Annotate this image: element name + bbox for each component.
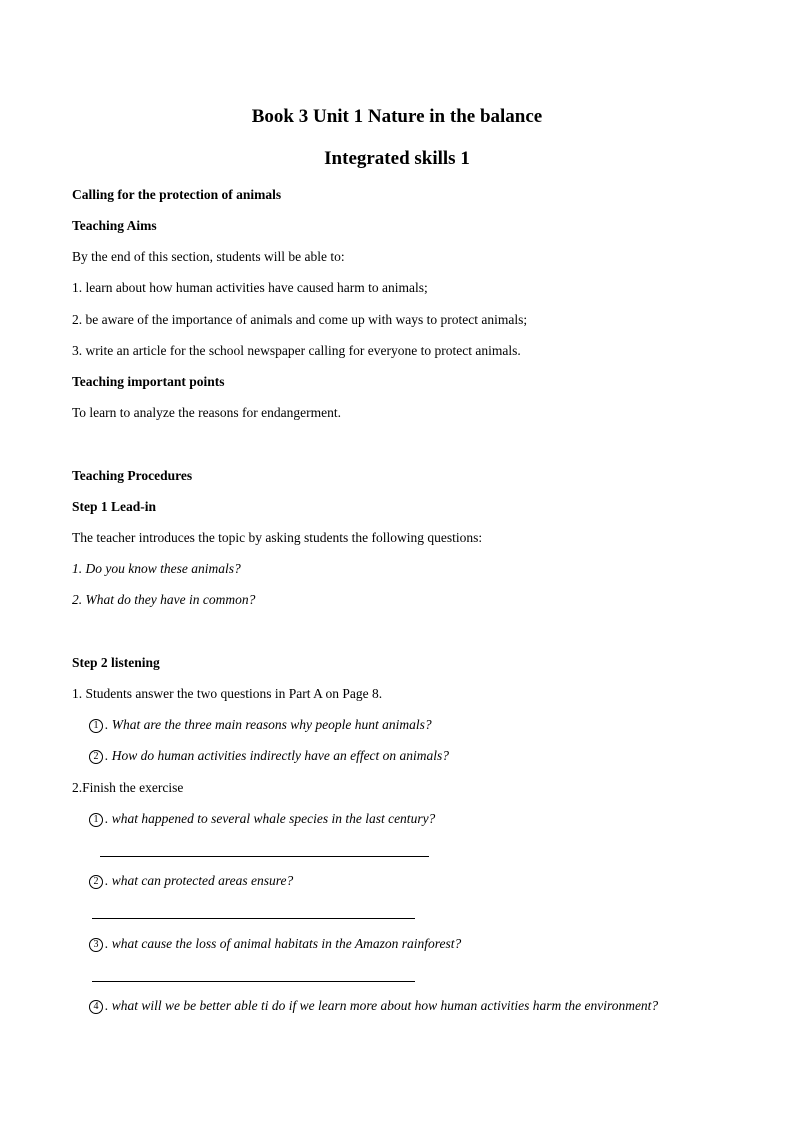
document-subtitle: Integrated skills 1 bbox=[324, 148, 470, 169]
circled-number: 1 bbox=[89, 813, 103, 827]
step1-text: The teacher introduces the topic by asking students the following questions: bbox=[72, 530, 483, 545]
circled-number: 2 bbox=[89, 750, 103, 764]
aims-intro: By the end of this section, students will be able to: bbox=[72, 249, 345, 264]
procedures-heading: Teaching Procedures bbox=[72, 468, 193, 483]
leadin-question: 1. Do you know these animals? bbox=[72, 561, 241, 576]
task1-question bbox=[89, 748, 449, 764]
answer-line bbox=[100, 856, 429, 857]
question-text: . How do human activities indirectly have an effect on animals? bbox=[105, 748, 450, 763]
question-text: . what can protected areas ensure? bbox=[105, 873, 294, 888]
task2-question bbox=[89, 998, 658, 1014]
aim-item: 3. write an article for the school newspaper calling for everyone to protect animals. bbox=[72, 343, 521, 358]
topic-heading: Calling for the protection of animals bbox=[72, 187, 282, 202]
question-text: . What are the three main reasons why people hunt animals? bbox=[105, 717, 432, 732]
aim-item: 1. learn about how human activities have caused harm to animals; bbox=[72, 280, 428, 295]
important-points-heading: Teaching important points bbox=[72, 374, 225, 389]
task2-question bbox=[89, 873, 293, 889]
step1-heading: Step 1 Lead-in bbox=[72, 499, 157, 514]
task1-question bbox=[89, 717, 432, 733]
aims-heading: Teaching Aims bbox=[72, 218, 157, 233]
circled-number: 1 bbox=[89, 719, 103, 733]
question-text: . what happened to several whale species in the last century? bbox=[105, 811, 436, 826]
document-title: Book 3 Unit 1 Nature in the balance bbox=[251, 106, 543, 127]
circled-number: 4 bbox=[89, 1000, 103, 1014]
answer-line bbox=[92, 918, 415, 919]
task2-question bbox=[89, 936, 461, 952]
answer-line bbox=[92, 981, 415, 982]
question-text: . what cause the loss of animal habitats in the Amazon rainforest? bbox=[105, 936, 462, 951]
question-text: . what will we be better able ti do if we learn more about how human activities harm the environment? bbox=[105, 998, 659, 1013]
step2-task1: 1. Students answer the two questions in Part A on Page 8. bbox=[72, 686, 383, 701]
leadin-question: 2. What do they have in common? bbox=[72, 592, 256, 607]
step2-heading: Step 2 listening bbox=[72, 655, 160, 670]
circled-number: 3 bbox=[89, 938, 103, 952]
task2-question bbox=[89, 811, 435, 827]
aim-item: 2. be aware of the importance of animals and come up with ways to protect animals; bbox=[72, 312, 528, 327]
important-points-text: To learn to analyze the reasons for endangerment. bbox=[72, 405, 341, 420]
step2-task2: 2.Finish the exercise bbox=[72, 780, 184, 795]
circled-number: 2 bbox=[89, 875, 103, 889]
